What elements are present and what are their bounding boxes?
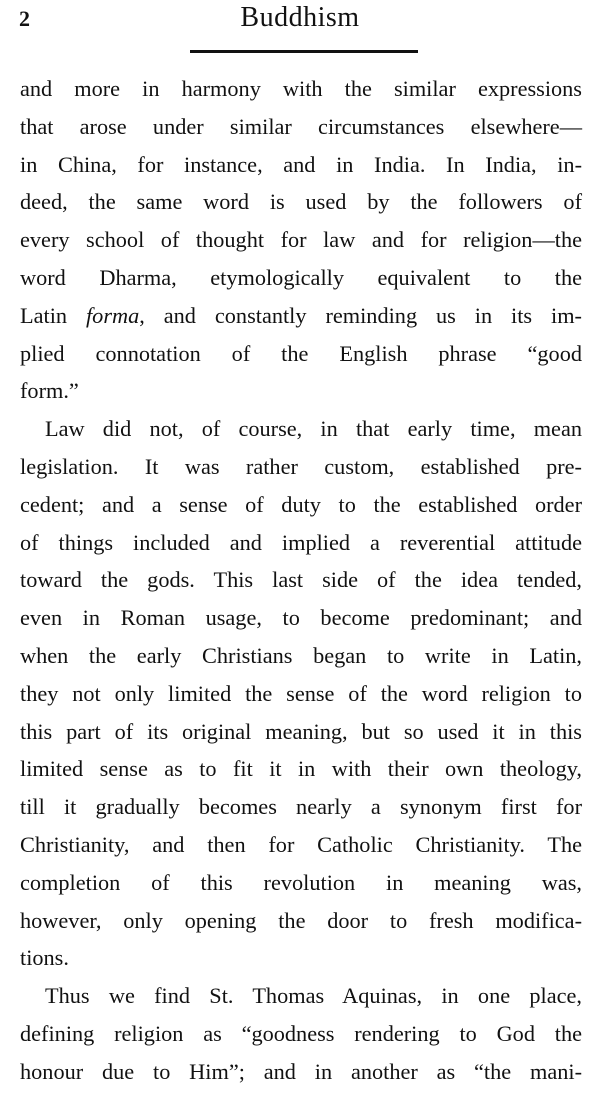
text-line: even in Roman usage, to become predominant; and — [20, 605, 582, 631]
running-title: Buddhism — [240, 2, 360, 33]
text-line: Thus we find St. Thomas Aquinas, in one place, — [45, 983, 582, 1009]
page-number: 2 — [19, 6, 30, 31]
text-line: completion of this revolution in meaning was, — [20, 869, 582, 895]
text-line — [20, 297, 582, 335]
text-line: this part of its original meaning, but so used it in this — [20, 718, 582, 744]
text-line: every school of thought for law and for religion—the — [20, 227, 582, 253]
text-line: plied connotation of the English phrase “good — [20, 340, 582, 366]
text-line: they not only limited the sense of the word religion to — [20, 680, 582, 706]
page-header — [0, 0, 600, 60]
text-line: honour due to Him”; and in another as “the mani- — [20, 1058, 582, 1084]
text-line: till it gradually becomes nearly a synonym first for — [20, 794, 582, 820]
text-line: in China, for instance, and in India. In India, in- — [20, 151, 582, 177]
text-line: deed, the same word is used by the followers of — [20, 189, 582, 215]
text-line: toward the gods. This last side of the idea tended, — [20, 567, 582, 593]
italic-word: forma — [85, 302, 140, 328]
paragraph-2 — [20, 410, 582, 977]
text-line: defining religion as “goodness rendering to God the — [20, 1020, 582, 1046]
text-line: cedent; and a sense of duty to the established order — [20, 491, 582, 517]
text-line: word Dharma, etymologically equivalent to the — [20, 264, 582, 290]
text-line: limited sense as to fit it in with their own theology, — [20, 756, 582, 782]
paragraph-1 — [20, 70, 582, 410]
text-line: form.” — [20, 378, 79, 404]
text-line: however, only opening the door to fresh modifica- — [20, 907, 582, 933]
text-line: Law did not, of course, in that early time, mean — [45, 416, 582, 442]
title-rule — [190, 50, 418, 53]
text-line: of things included and implied a reverential attitude — [20, 529, 582, 555]
body-text — [20, 70, 582, 1091]
text-line: tions. — [20, 945, 69, 971]
text-line-part: Latin — [20, 302, 86, 328]
paragraph-3 — [20, 977, 582, 1090]
text-line: Christianity, and then for Catholic Christianity. The — [20, 831, 582, 857]
text-line: legislation. It was rather custom, established pre- — [20, 453, 582, 479]
text-line: that arose under similar circumstances elsewhere— — [20, 113, 582, 139]
text-line: when the early Christians began to write in Latin, — [20, 642, 582, 668]
text-line: and more in harmony with the similar expressions — [20, 76, 582, 101]
text-line-part: , and constantly reminding us in its im- — [139, 302, 582, 328]
